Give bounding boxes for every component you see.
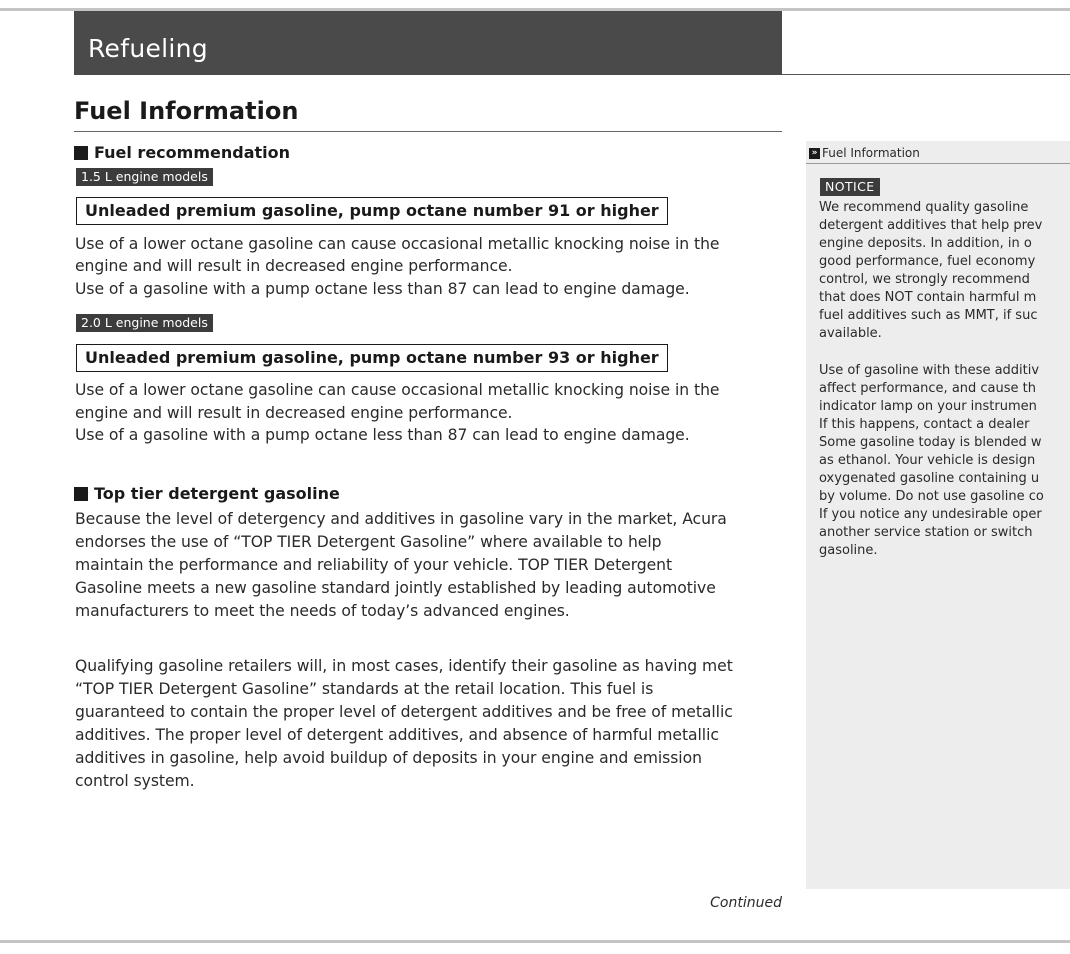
sidebar-line: by volume. Do not use gasoline co [819, 489, 1044, 504]
body-line: guaranteed to contain the proper level of detergent additives and be free of metallic [75, 703, 733, 721]
sidebar-line: If this happens, contact a dealer [819, 417, 1030, 432]
body-line: control system. [75, 772, 195, 790]
sidebar-line: indicator lamp on your instrumen [819, 399, 1037, 414]
square-bullet-icon [74, 146, 88, 160]
sidebar-line: oxygenated gasoline containing u [819, 471, 1040, 486]
fuel-recommendation-heading [74, 143, 290, 162]
sidebar-line: detergent additives that help prev [819, 218, 1043, 233]
sidebar-line: engine deposits. In addition, in o [819, 236, 1032, 251]
sidebar-ref-label: Fuel Information [822, 146, 920, 160]
body-line: manufacturers to meet the needs of today’s advanced engines. [75, 602, 570, 620]
body-line: Use of a lower octane gasoline can cause occasional metallic knocking noise in the [75, 381, 720, 399]
fuel-requirement-2-0l: Unleaded premium gasoline, pump octane number 93 or higher [76, 344, 668, 372]
continued-label: Continued [710, 895, 782, 911]
sidebar-line: If you notice any undesirable oper [819, 507, 1042, 522]
sidebar-line: good performance, fuel economy [819, 254, 1036, 269]
reference-arrow-icon: » [809, 148, 820, 159]
sidebar-rule [806, 163, 1070, 164]
sidebar-line: control, we strongly recommend [819, 272, 1030, 287]
body-line: engine and will result in decreased engine performance. [75, 404, 513, 422]
engine-tag-1-5l: 1.5 L engine models [76, 168, 213, 186]
top-tier-heading [74, 484, 340, 503]
banner-baseline [782, 74, 1070, 75]
sidebar-line: another service station or switch [819, 525, 1033, 540]
notice-badge: NOTICE [820, 178, 880, 196]
title-rule [74, 131, 782, 132]
body-line: additives. The proper level of detergent additives, and absence of harmful metallic [75, 726, 719, 744]
sidebar-line: Use of gasoline with these additiv [819, 363, 1040, 378]
sidebar-line: We recommend quality gasoline [819, 200, 1029, 215]
body-line: endorses the use of “TOP TIER Detergent Gasoline” where available to help [75, 533, 662, 551]
body-line: Because the level of detergency and additives in gasoline vary in the market, Acura [75, 510, 727, 528]
sidebar-line: as ethanol. Your vehicle is design [819, 453, 1036, 468]
body-line: “TOP TIER Detergent Gasoline” standards at the retail location. This fuel is [75, 680, 654, 698]
sidebar-line: affect performance, and cause th [819, 381, 1037, 396]
top-tier-label: Top tier detergent gasoline [94, 484, 340, 503]
body-line: additives in gasoline, help avoid buildup of deposits in your engine and emission [75, 749, 702, 767]
engine-tag-2-0l: 2.0 L engine models [76, 314, 213, 332]
sidebar-line: fuel additives such as MMT, if suc [819, 308, 1038, 323]
section-banner [74, 11, 782, 75]
body-line: Qualifying gasoline retailers will, in most cases, identify their gasoline as having met [75, 657, 733, 675]
sidebar-line: Some gasoline today is blended w [819, 435, 1042, 450]
bottom-rule [0, 940, 1070, 943]
body-line: Use of a gasoline with a pump octane less than 87 can lead to engine damage. [75, 426, 690, 444]
section-title: Refueling [88, 34, 208, 63]
body-line: engine and will result in decreased engine performance. [75, 257, 513, 275]
sidebar-panel [806, 141, 1070, 889]
body-line: Use of a lower octane gasoline can cause occasional metallic knocking noise in the [75, 235, 720, 253]
body-line: Use of a gasoline with a pump octane less than 87 can lead to engine damage. [75, 280, 690, 298]
body-line: maintain the performance and reliability of your vehicle. TOP TIER Detergent [75, 556, 673, 574]
fuel-recommendation-label: Fuel recommendation [94, 143, 290, 162]
sidebar-line: gasoline. [819, 543, 878, 558]
sidebar-line: that does NOT contain harmful m [819, 290, 1037, 305]
square-bullet-icon [74, 487, 88, 501]
sidebar-ref [809, 146, 920, 160]
fuel-requirement-1-5l: Unleaded premium gasoline, pump octane number 91 or higher [76, 197, 668, 225]
sidebar-line: available. [819, 326, 882, 341]
body-line: Gasoline meets a new gasoline standard jointly established by leading automotive [75, 579, 716, 597]
page-title: Fuel Information [74, 97, 299, 125]
